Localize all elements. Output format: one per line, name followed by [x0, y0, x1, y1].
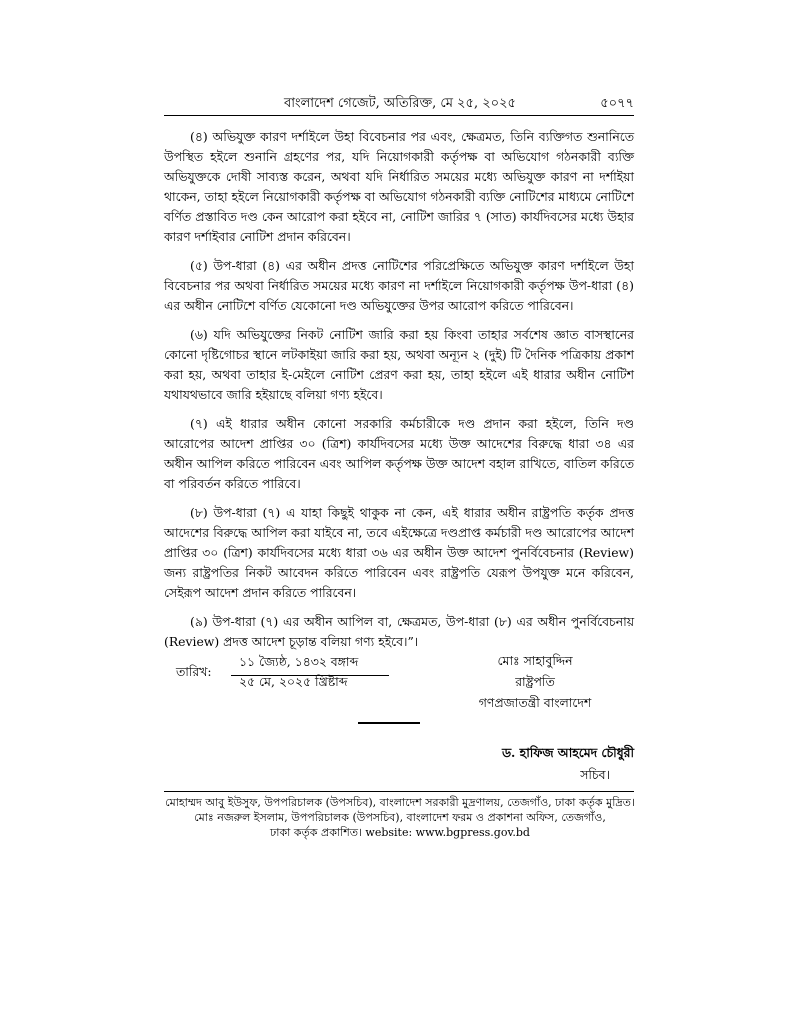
date-gregorian: ২৫ মে, ২০২৫ খ্রিষ্টাব্দ — [239, 674, 348, 689]
page-number: ৫০৭৭ — [600, 96, 634, 111]
signatory-country: গণপ্রজাতন্ত্রী বাংলাদেশ — [478, 695, 592, 710]
date-bengali: ১১ জ্যৈষ্ঠ, ১৪৩২ বঙ্গাব্দ — [231, 654, 389, 676]
signatory-name: মোঃ সাহাবুদ্দিন — [497, 653, 573, 668]
signatory-block — [440, 650, 630, 713]
signatory-title: রাষ্ট্রপতি — [515, 674, 555, 689]
date-label: তারিখ: — [176, 664, 212, 679]
document-body — [164, 127, 634, 661]
footer-line-1: মোহাম্মদ আবু ইউসুফ, উপপরিচালক (উপসচিব), বাংলাদেশ সরকারী মুদ্রণালয়, তেজগাঁও, ঢাকা কর্তৃক মুদ্রিত। — [165, 796, 635, 809]
footer-line-3: ঢাকা কর্তৃক প্রকাশিত। website: www.bgpress.gov.bd — [270, 826, 530, 839]
secretary-block — [440, 742, 634, 786]
subsection-9: (৯) উপ-ধারা (৭) এর অধীন আপিল বা, ক্ষেত্রমত, উপ-ধারা (৮) এর অধীন পুনর্বিবেচনায় (Review) প্রদত্ত আদেশ চূড়ান্ত বলিয়া গণ্য হইবে।”। — [164, 614, 634, 649]
subsection-4: (৪) অভিযুক্ত কারণ দর্শাইলে উহা বিবেচনার পর এবং, ক্ষেত্রমত, তিনি ব্যক্তিগত শুনানিতে উপস্থিত হইলে শুনানি গ্রহণের পর, যদি নিয়োগকারী কর্তৃপক্ষ বা অভিযোগ গঠনকারী ব্যক্তি অভিযুক্তকে দোষী সাব্যস্ত করেন, অথবা যদি নির্ধারিত সময়ের মধ্যে অভিযুক্ত কারণ না দর্শাইয়া থাকেন, তাহা হইলে নিয়োগকারী কর্তৃপক্ষ বা অভিযোগ গঠনকারী ব্যক্তি নোটিশের মাধ্যমে নোটিশে বর্ণিত প্রস্তাবিত দণ্ড কেন আরোপ করা হইবে না, নোটিশ জারির ৭ (সাত) কার্যদিবসের মধ্যে উহার কারণ দর্শাইবার নোটিশ প্রদান করিবেন। — [164, 129, 634, 244]
secretary-title: সচিব। — [580, 767, 610, 782]
subsection-5: (৫) উপ-ধারা (৪) এর অধীন প্রদত্ত নোটিশের পরিপ্রেক্ষিতে অভিযুক্ত কারণ দর্শাইলে উহা বিবেচনার পর অথবা নির্ধারিত সময়ের মধ্যে কারণ না দর্শাইলে নিয়োগকারী কর্তৃপক্ষ উপ-ধারা (৪) এর অধীন নোটিশে বর্ণিত যেকোনো দণ্ড অভিযুক্তের উপর আরোপ করিতে পারিবেন। — [164, 258, 634, 313]
subsection-8: (৮) উপ-ধারা (৭) এ যাহা কিছুই থাকুক না কেন, এই ধারার অধীন রাষ্ট্রপতি কর্তৃক প্রদত্ত আদেশের বিরুদ্ধে আপিল করা যাইবে না, তবে এইক্ষেত্রে দণ্ডপ্রাপ্ত কর্মচারী দণ্ড আরোপের আদেশ প্রাপ্তির ৩০ (ত্রিশ) কার্যদিবসের মধ্যে ধারা ৩৬ এর অধীন উক্ত আদেশ পুনর্বিবেচনার (Review) জন্য রাষ্ট্রপতির নিকট আবেদন করিতে পারিবেন এবং রাষ্ট্রপতি যেরূপ উপযুক্ত মনে করিবেন, সেইরূপ আদেশ প্রদান করিতে পারিবেন। — [164, 505, 634, 600]
secretary-name: ড. হাফিজ আহমেদ চৌধুরী — [501, 745, 634, 760]
subsection-7: (৭) এই ধারার অধীন কোনো সরকারি কর্মচারীকে দণ্ড প্রদান করা হইলে, তিনি দণ্ড আরোপের আদেশ প্রাপ্তির ৩০ (ত্রিশ) কার্যদিবসের মধ্যে উক্ত আদেশের বিরুদ্ধে ধারা ৩৪ এর অধীন আপিল করিতে পারিবেন এবং আপিল কর্তৃপক্ষ উক্ত আদেশ বহাল রাখিতে, বাতিল করিতে বা পরিবর্তন করিতে পারিবে। — [164, 416, 634, 491]
footer-divider — [164, 791, 634, 792]
subsection-6: (৬) যদি অভিযুক্তের নিকট নোটিশ জারি করা হয় কিংবা তাহার সর্বশেষ জ্ঞাত বাসস্থানের কোনো দৃষ্টিগোচর স্থানে লটকাইয়া জারি করা হয়, অথবা অন্যূন ২ (দুই) টি দৈনিক পত্রিকায় প্রকাশ করা হয়, অথবা তাহার ই-মেইলে নোটিশ প্রেরণ করা হয়, তাহা হইলে এই ধারার অধীন নোটিশ যথাযথভাবে জারি হইয়াছে বলিয়া গণ্য হইবে। — [164, 327, 634, 402]
printer-footer — [150, 795, 650, 840]
footer-line-2: মোঃ নজরুল ইসলাম, উপপরিচালক (উপসচিব), বাংলাদেশ ফরম ও প্রকাশনা অফিস, তেজগাঁও, — [194, 811, 606, 824]
page-header — [164, 93, 634, 116]
separator-line — [358, 722, 420, 724]
gazette-title: বাংলাদেশ গেজেট, অতিরিক্ত, মে ২৫, ২০২৫ — [284, 96, 516, 111]
